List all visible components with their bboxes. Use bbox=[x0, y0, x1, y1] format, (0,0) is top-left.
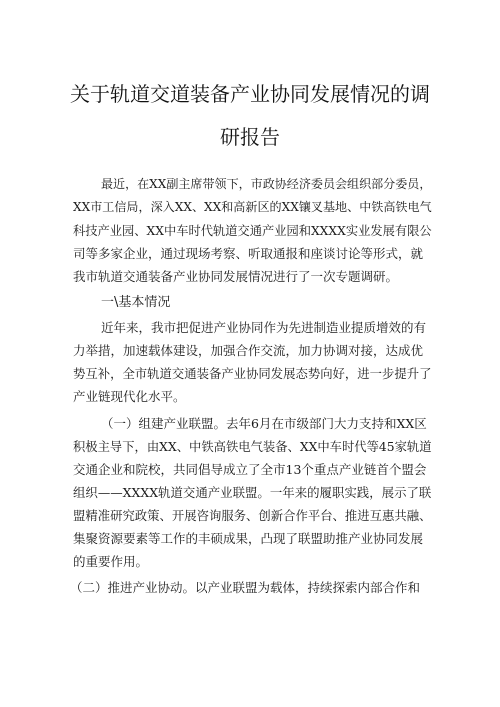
paragraph-1-line: 科技产业园、XX中车时代轨道交通产业园和XXXX实业发展有限公 bbox=[73, 224, 432, 238]
paragraph-3-line: 交通企业和院校，共同倡导成立了全市13个重点产业链首个盟会 bbox=[73, 462, 427, 477]
paragraph-2-line: 产业链现代化水平。 bbox=[73, 389, 186, 404]
paragraph-2-line: 势互补，全市轨道交通装备产业协同发展态势向好，进一步提升了 bbox=[73, 367, 432, 381]
paragraph-3-line: 积极主导下，由XX、中铁高铁电气装备、XX中车时代等45家轨道 bbox=[73, 440, 432, 454]
document-title-line-1: 关于轨道交道装备产业协同发展情况的调 bbox=[70, 82, 430, 106]
paragraph-2-line: 力举措，加速载体建设，加强合作交流，加力协调对接，达成优 bbox=[73, 343, 424, 358]
paragraph-3-line: 集聚资源要素等工作的丰硕成果，凸现了联盟助推产业协同发展 bbox=[73, 531, 424, 546]
section-heading: 一\基本情况 bbox=[101, 295, 171, 310]
paragraph-1-line: XX市工信局，深入XX、XX和高新区的XX镶叉基地、中铁高铁电气 bbox=[73, 200, 432, 214]
paragraph-3-line: 组织——XXXX轨道交通产业联盟。一年来的履职实践，展示了联 bbox=[73, 485, 432, 500]
paragraph-1-line: 司等多家企业，通过现场考察、听取通报和座谈讨论等形式，就 bbox=[73, 246, 424, 261]
paragraph-3-line: 的重要作用。 bbox=[73, 554, 149, 569]
paragraph-4-line: （二）推进产业协动。以产业联盟为载体，持续探索内部合作和 bbox=[70, 580, 421, 595]
paragraph-3-line: （一）组建产业联盟。去年6月在市级部门大力支持和XX区 bbox=[101, 416, 427, 431]
paragraph-2-line: 近年来，我市把促进产业协同作为先进制造业提质增效的有 bbox=[101, 320, 427, 335]
document-title-line-2: 研报告 bbox=[220, 125, 280, 149]
paragraph-1-line: 我市轨道交通装备产业协同发展情况进行了一次专题调研。 bbox=[73, 269, 399, 284]
paragraph-1-line: 最近，在XX副主席带领下，市政协经济委员会组织部分委员， bbox=[101, 177, 432, 191]
paragraph-3-line: 盟精准研究政策、开展咨询服务、创新合作平台、推进互惠共融、 bbox=[73, 509, 432, 523]
